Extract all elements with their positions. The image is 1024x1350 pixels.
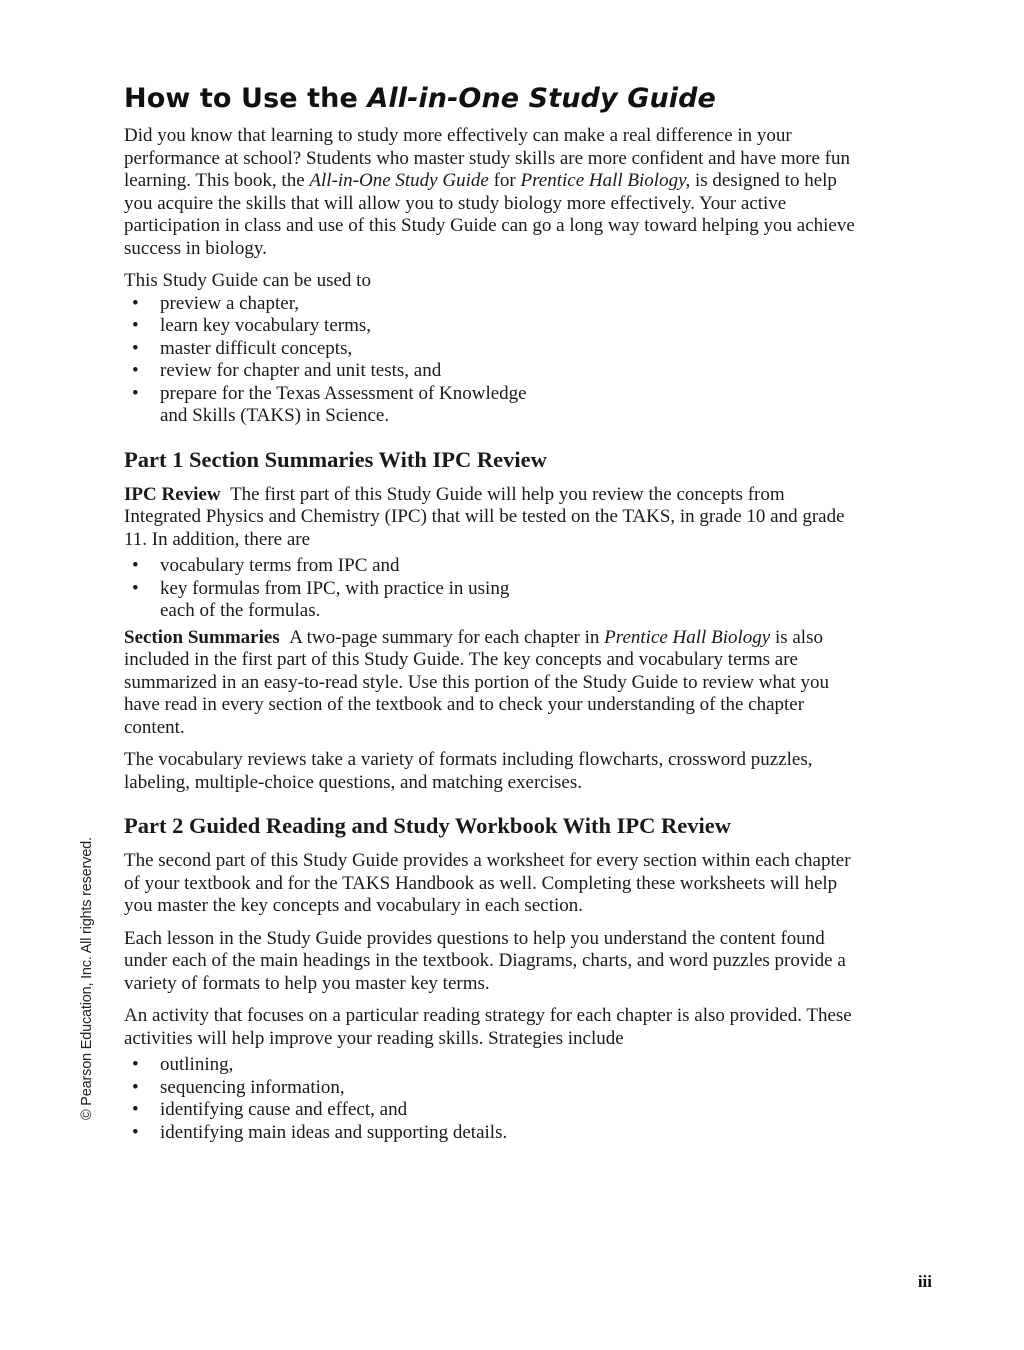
ipc-review-paragraph: [124, 484, 864, 552]
list-item-continuation: and Skills (TAKS) in Science.: [160, 405, 390, 426]
list-item: • review for chapter and unit tests, and: [124, 360, 864, 383]
intro-paragraph: [124, 125, 864, 260]
page-title: [124, 82, 864, 116]
section-summaries-text-a: A two-page summary for each chapter in: [289, 626, 605, 648]
ipc-list: [124, 555, 864, 623]
list-item: • preview a chapter,: [124, 293, 864, 316]
list-item: • identifying main ideas and supporting details.: [124, 1122, 864, 1145]
page-number: iii: [917, 1272, 932, 1291]
page-title-lead: How to Use the: [124, 83, 368, 114]
section-summaries-paragraph: [124, 627, 864, 740]
page-title-book: All-in-One Study Guide: [367, 83, 716, 114]
part2-paragraph-1: The second part of this Study Guide provides a worksheet for every section within each chapter of your textbook and for the TAKS Handbook as well. Completing these worksheets will help you master the key concepts and vocabulary in each section.: [124, 850, 851, 916]
intro-text-c: is designed to help you acquire the skills that will allow you to study biology more effectively. Your active participation in class and use of this Study Guide can go a long way toward helping you achieve success in biology.: [124, 170, 855, 259]
intro-book-title: All-in-One Study Guide: [309, 170, 489, 191]
uses-list: [124, 293, 864, 428]
ipc-review-text: The first part of this Study Guide will help you review the concepts from Integrated Physics and Chemistry (IPC) that will be tested on the TAKS, in grade 10 and grade 11. In addition, there are: [124, 483, 845, 550]
list-item-text: key formulas from IPC, with practice in using: [160, 577, 510, 599]
list-item: • learn key vocabulary terms,: [124, 315, 864, 338]
copyright-notice: © Pearson Education, Inc. All rights reserved.: [79, 837, 95, 1120]
intro-text-b: for: [488, 170, 521, 191]
list-item-text: prepare for the Texas Assessment of Knowledge: [160, 382, 527, 404]
uses-lead: This Study Guide can be used to: [124, 270, 371, 291]
list-item-continuation: each of the formulas.: [160, 600, 321, 621]
part2-paragraph-2: Each lesson in the Study Guide provides questions to help you understand the content found under each of the main headings in the textbook. Diagrams, charts, and word puzzles provide a variety of formats to help you master key terms.: [124, 927, 846, 994]
list-item: • master difficult concepts,: [124, 338, 864, 361]
list-item: [124, 578, 864, 623]
section-summaries-textbook: Prentice Hall Biology: [604, 626, 771, 648]
list-item: • outlining,: [124, 1054, 864, 1077]
section-summaries-label: Section Summaries: [124, 626, 280, 648]
list-item: [124, 383, 864, 428]
intro-textbook-title: Prentice Hall Biology,: [520, 170, 691, 191]
vocabulary-reviews-paragraph: The vocabulary reviews take a variety of formats including flowcharts, crossword puzzles, labeling, multiple-choice questions, and matching exercises.: [124, 749, 813, 793]
part2-heading: Part 2 Guided Reading and Study Workbook With IPC Review: [124, 813, 731, 838]
part1-heading: Part 1 Section Summaries With IPC Review: [124, 446, 547, 472]
list-item: • vocabulary terms from IPC and: [124, 555, 864, 578]
list-item: • identifying cause and effect, and: [124, 1099, 864, 1122]
strategies-list: [124, 1054, 864, 1144]
part2-paragraph-3: An activity that focuses on a particular reading strategy for each chapter is also provided. These activities will help improve your reading skills. Strategies include: [124, 1005, 852, 1049]
section-summaries-text-b: is also included in the first part of this Study Guide. The key concepts and vocabulary terms are summarized in an easy-to-read style. Use this portion of the Study Guide to review what you have read in every section of the textbook and to check your understanding of the chapter content.: [124, 626, 829, 738]
intro-text-a: Did you know that learning to study more effectively can make a real difference in your performance at school? Students who master study skills are more confident and have more fun learning. This book, the: [124, 125, 851, 191]
ipc-review-label: IPC Review: [124, 483, 221, 505]
page-content: [124, 82, 864, 1144]
list-item: • sequencing information,: [124, 1077, 864, 1100]
